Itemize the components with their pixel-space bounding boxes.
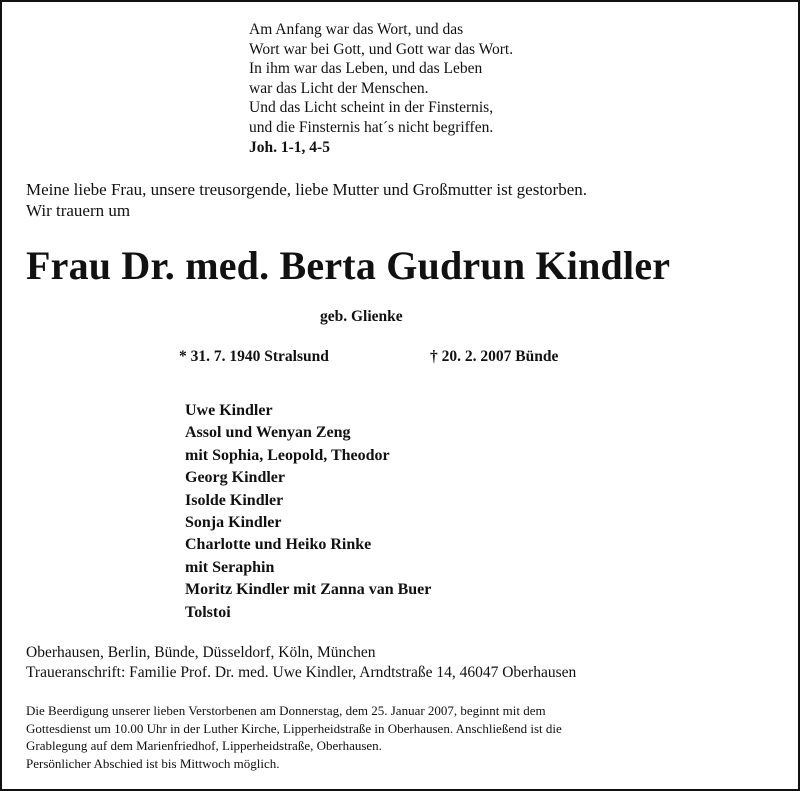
verse-reference: Joh. 1-1, 4-5 [249,138,330,156]
mourner-entry: Georg Kindler [185,469,285,487]
places-block [26,643,576,683]
mourner-entry: Isolde Kindler [185,491,284,509]
funeral-line: Grablegung auf dem Marienfriedhof, Lipperheidstraße, Oberhausen. [26,738,382,754]
funeral-line: Die Beerdigung unserer lieben Verstorbenen am Donnerstag, dem 25. Januar 2007, beginnt mit dem [26,703,546,718]
cities-line: Oberhausen, Berlin, Bünde, Düsseldorf, Köln, München [26,644,376,661]
funeral-line: Persönlicher Abschied ist bis Mittwoch möglich. [26,755,280,771]
mourner-entry: Tolstoi [185,603,231,621]
mourner-entry: mit Seraphin [185,558,275,576]
bible-verse [249,20,513,157]
verse-line: war das Licht der Menschen. [249,79,429,97]
maiden-name: geb. Glienke [320,308,403,325]
verse-line: Wort war bei Gott, und Gott war das Wort. [249,40,514,58]
death-date-place: † 20. 2. 2007 Bünde [430,348,559,365]
mourner-entry: mit Sophia, Leopold, Theodor [185,446,390,464]
verse-line: Und das Licht scheint in der Finsternis, [249,99,494,117]
mourner-entry: Moritz Kindler mit Zanna van Buer [185,581,432,599]
mourner-entry: Sonja Kindler [185,514,282,532]
mourner-entry: Assol und Wenyan Zeng [185,424,351,442]
deceased-name: Frau Dr. med. Berta Gudrun Kindler [26,243,671,288]
mourners-list [185,400,431,624]
intro-line: Wir trauern um [26,201,131,220]
mourner-entry: Charlotte und Heiko Rinke [185,536,372,554]
funeral-details [26,702,562,772]
mourner-entry: Uwe Kindler [185,402,273,419]
birth-date-place: * 31. 7. 1940 Stralsund [179,348,329,365]
verse-line: Am Anfang war das Wort, und das [249,21,464,38]
verse-line: und die Finsternis hat´s nicht begriffen. [249,118,494,136]
funeral-line: Gottesdienst um 10.00 Uhr in der Luther Kirche, Lipperheidstraße in Oberhausen. Anschließend ist die [26,720,562,736]
mourning-address: Traueranschrift: Familie Prof. Dr. med. Uwe Kindler, Arndtstraße 14, 46047 Oberhausen [26,664,577,681]
intro-text [26,179,587,221]
intro-line: Meine liebe Frau, unsere treusorgende, liebe Mutter und Großmutter ist gestorben. [26,180,588,199]
verse-line: In ihm war das Leben, und das Leben [249,60,483,78]
